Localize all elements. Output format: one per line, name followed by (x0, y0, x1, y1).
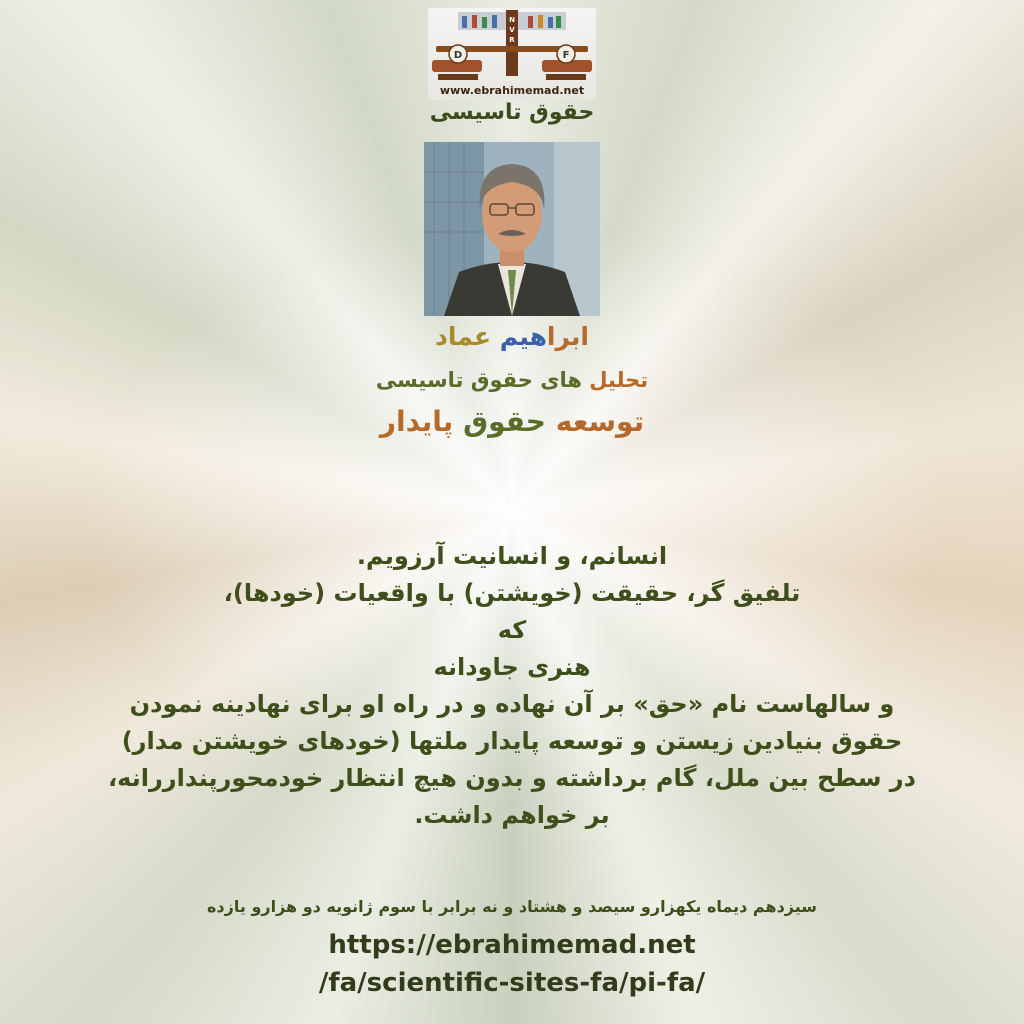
poem-line: بر خواهم داشت. (414, 801, 610, 829)
url-line1[interactable]: https://ebrahimemad.net (328, 930, 696, 960)
author-photo (424, 142, 600, 316)
scales-logo-graphic (428, 8, 596, 84)
portrait-image (424, 142, 600, 316)
logo-badge-left: D (453, 50, 463, 61)
date-line: سیزدهم دیماه یکهزارو سیصد و هشتاد و نه برابر با سوم ژانویه دو هزارو یازده (206, 897, 817, 916)
author-name (0, 322, 1024, 351)
poem-line: حقوق بنیادین زیستن و توسعه پایدار ملتها (خودهای خویشتن مدار) (121, 727, 903, 755)
poem-line: انسانم، و انسانیت آرزویم. (356, 542, 668, 570)
subtitle1-a: تحلیل (581, 368, 649, 392)
subtitle2-b: حقوق (463, 405, 546, 438)
svg-text:V: V (509, 26, 515, 34)
subtitle2-a: توسعه (545, 405, 645, 438)
poem-line: در سطح بین ملل، گام برداشته و بدون هیچ انتظار خودمحورپنداررانه، (108, 764, 916, 792)
site-logo (428, 8, 596, 100)
subtitle-analysis (0, 368, 1024, 392)
poem-line: هنری جاودانه (433, 653, 591, 681)
subtitle-sustainable (0, 405, 1024, 438)
subtitle1-c: حقوق تاسیسی (375, 368, 541, 392)
logo-badge-right: F (562, 50, 570, 61)
poem-line: و سالهاست نام «حق» بر آن نهاده و در راه او برای نهادینه نمودن (129, 690, 895, 718)
author-name-part1: ابرا (546, 322, 589, 351)
subtitle2-c: پایدار (379, 405, 464, 438)
url-line2[interactable]: /fa/scientific-sites-fa/pi-fa/ (318, 968, 706, 998)
svg-text:R: R (509, 36, 515, 44)
page-heading: حقوق تاسیسی (429, 100, 595, 125)
logo-letter-n: N (509, 16, 515, 24)
poem-line: که (497, 616, 527, 644)
website-url (0, 926, 1024, 1002)
author-name-part3: عماد (435, 322, 500, 351)
author-name-part2: هیم (499, 322, 547, 351)
poem-line: تلفیق گر، حقیقت (خویشتن) با واقعیات (خودها)، (223, 579, 801, 607)
subtitle1-b: های (540, 368, 582, 392)
logo-url-text: www.ebrahimemad.net (439, 84, 585, 97)
poem-text (0, 538, 1024, 834)
